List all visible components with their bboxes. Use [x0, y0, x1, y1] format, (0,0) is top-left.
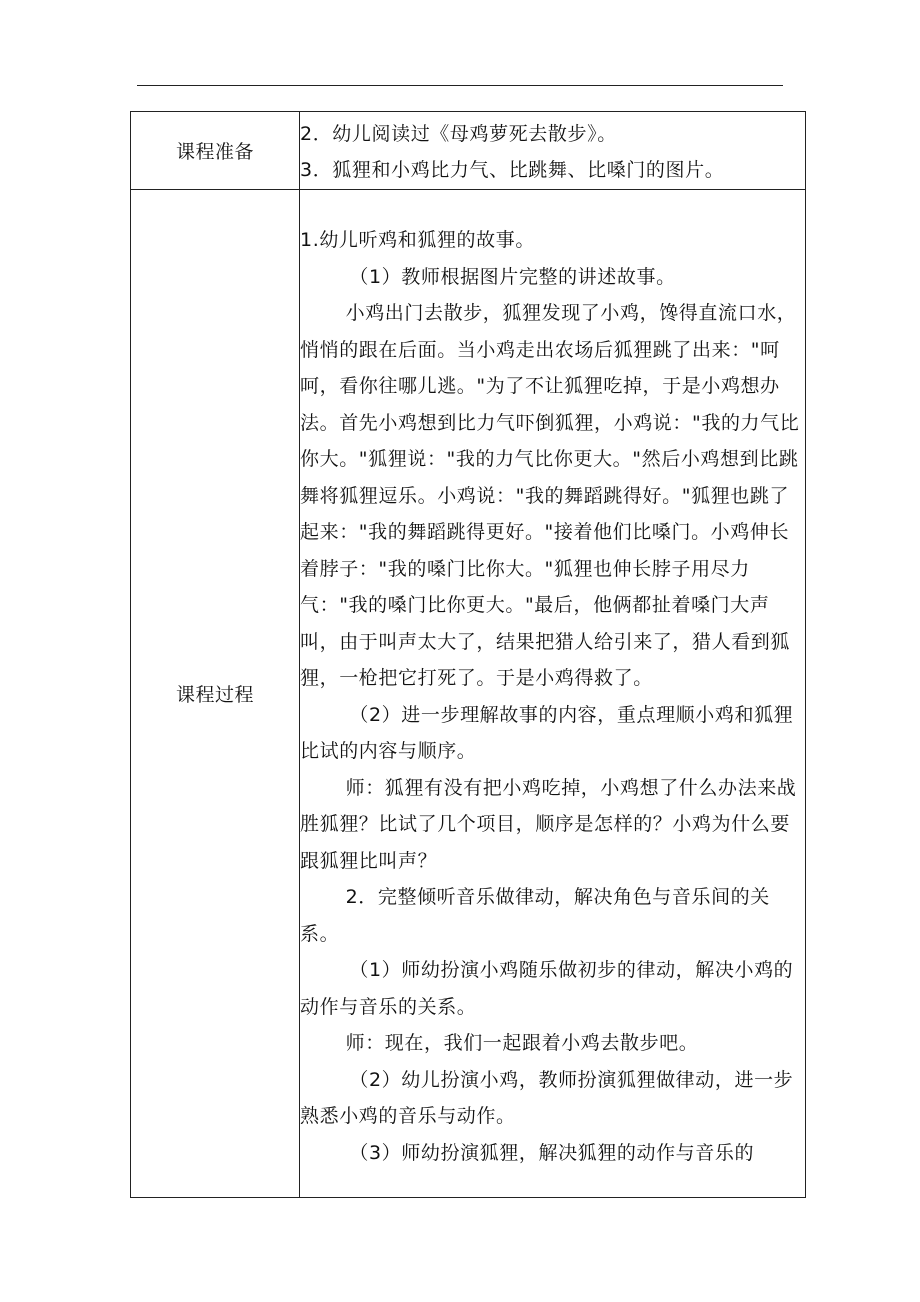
row-label-process: 课程过程 [131, 190, 300, 1198]
prep-item: 3．狐狸和小鸡比力气、比跳舞、比嗓门的图片。 [300, 159, 725, 181]
process-paragraph: 师：狐狸有没有把小鸡吃掉，小鸡想了什么办法来战胜狐狸？比试了几个项目，顺序是怎样的？小鸡为什么要跟狐狸比叫声？ [300, 776, 797, 872]
process-paragraph: （1）师幼扮演小鸡随乐做初步的律动，解决小鸡的动作与音乐的关系。 [300, 959, 794, 1018]
process-paragraph: 师：现在，我们一起跟着小鸡去散步吧。 [345, 1032, 699, 1054]
process-paragraph: （1）教师根据图片完整的讲述故事。 [349, 265, 676, 288]
header-rule [137, 85, 783, 86]
process-paragraph: （2）进一步理解故事的内容，重点理顺小鸡和狐狸比试的内容与顺序。 [300, 703, 794, 762]
process-paragraph: （2）幼儿扮演小鸡，教师扮演狐狸做律动，进一步熟悉小鸡的音乐与动作。 [300, 1068, 794, 1127]
table-row-prep [131, 112, 806, 190]
lesson-plan-table [130, 111, 806, 1198]
process-content [300, 190, 806, 1198]
prep-content [300, 112, 806, 190]
process-paragraph: （3）师幼扮演狐狸，解决狐狸的动作与音乐的 [349, 1141, 755, 1164]
table-row-process [131, 190, 806, 1198]
prep-item: 2．幼儿阅读过《母鸡萝死去散步》。 [300, 122, 617, 145]
row-label-prep: 课程准备 [131, 112, 300, 190]
process-paragraph: 1.幼儿听鸡和狐狸的故事。 [300, 229, 535, 251]
process-paragraph: 2．完整倾听音乐做律动，解决角色与音乐间的关系。 [300, 886, 770, 945]
process-paragraph: 小鸡出门去散步，狐狸发现了小鸡，馋得直流口水，悄悄的跟在后面。当小鸡走出农场后狐狸跳了出来："呵呵，看你往哪儿逃。"为了不让狐狸吃掉，于是小鸡想办法。首先小鸡想到比力气吓倒狐狸，小鸡说："我的力气比你大。"狐狸说："我的力气比你更大。"然后小鸡想到比跳舞将狐狸逗乐。小鸡说："我的舞蹈跳得好。"狐狸也跳了起来："我的舞蹈跳得更好。"接着他们比嗓门。小鸡伸长着脖子："我的嗓门比你大。"狐狸也伸长脖子用尽力气："我的嗓门比你更大。"最后，他俩都扯着嗓门大声叫，由于叫声太大了，结果把猎人给引来了，猎人看到狐狸，一枪把它打死了。于是小鸡得救了。 [300, 302, 800, 689]
